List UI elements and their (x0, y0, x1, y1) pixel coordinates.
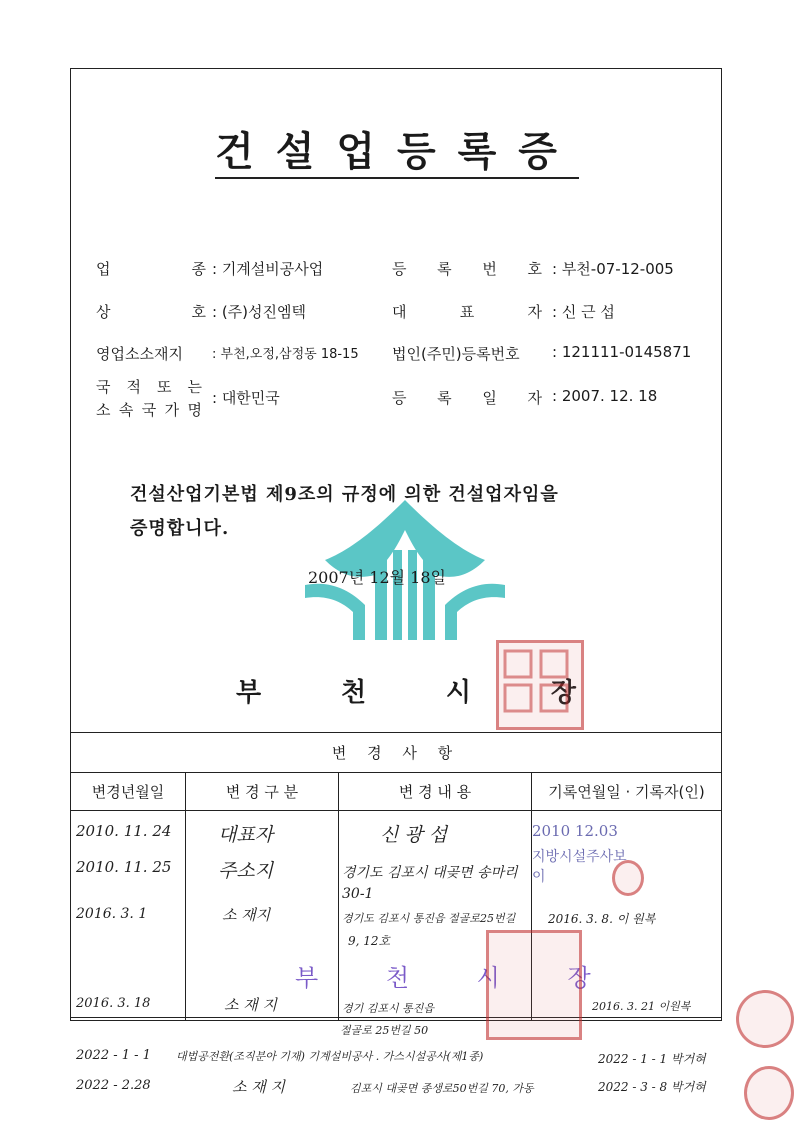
business-type-label: 업 종 (96, 260, 206, 278)
issuer-stamp-text: 부 천 시 장 (295, 964, 621, 992)
entry-2-record: 지방시설주사보 (532, 849, 627, 865)
document-title: 건설업등록증 (0, 120, 794, 177)
issuer-char: 부 (236, 678, 262, 708)
issuer-char: 장 (550, 678, 576, 708)
entry-2-date: 2010. 11. 25 (76, 858, 172, 876)
header-record: 기록연월일 · 기록자(인) (532, 773, 722, 811)
entry-3-record: 2016. 3. 8. 이 원복 (548, 912, 656, 926)
extra-1-content: 대법공전환(조직분아 기재) 기계설비공사 . 가스시설공사(제1종) (176, 1050, 484, 1063)
corp-no-label: 법인(주민)등록번호 (392, 345, 520, 363)
extra-2-content: 김포시 대곶면 종생로50번길 70, 가동 (350, 1082, 534, 1095)
entry-1-content: 신 광 섭 (380, 824, 448, 846)
record-seal-icon (612, 860, 644, 896)
certification-statement (130, 478, 559, 546)
entry-4-content-cont: 절골로 25번길 50 (340, 1024, 429, 1037)
extra-2-category: 소 재 지 (232, 1078, 286, 1096)
entry-4-record: 2016. 3. 21 이원복 (592, 1000, 691, 1013)
changes-section-title: 변 경 사 항 (71, 733, 722, 773)
nationality-label-1: 국 적 또 는 (96, 378, 202, 396)
entry-3-content-cont: 9, 12호 (348, 934, 391, 948)
address-value: : 부천,오정,삼정동 18-15 (212, 347, 359, 362)
entry-4-date: 2016. 3. 18 (76, 996, 151, 1011)
header-change-category: 변 경 구 분 (186, 773, 339, 811)
entry-3-content: 경기도 김포시 통진읍 절골로25번길 (342, 912, 516, 925)
reg-no-label: 등 록 번 호 (392, 260, 542, 278)
corner-seal-icon-2 (744, 1066, 794, 1120)
entry-3-category: 소 재지 (222, 906, 271, 924)
company-label: 상 호 (96, 303, 206, 321)
entry-1-date: 2010. 11. 24 (76, 822, 172, 840)
entry-2-content: 경기도 김포시 대곶면 송마리 (342, 865, 518, 881)
reg-date-value: : 2007. 12. 18 (552, 387, 658, 405)
entry-4-category: 소 재 지 (224, 996, 278, 1014)
header-change-content: 변 경 내 용 (339, 773, 532, 811)
reg-no-value: : 부천-07-12-005 (552, 260, 674, 278)
entry-2-record-cont: 이 (532, 869, 546, 885)
address-label: 영업소소재지 (96, 345, 183, 363)
statement-line-1: 건설산업기본법 제9조의 규정에 의한 건설업자임을 (130, 484, 559, 505)
entry-1-category: 대표자 (218, 824, 274, 846)
nationality-label-2: 소 속 국 가 명 (96, 401, 202, 419)
corp-no-value: : 121111-0145871 (552, 343, 692, 361)
header-change-date: 변경년월일 (71, 773, 186, 811)
rep-label: 대 표 자 (392, 303, 542, 321)
statement-line-2: 증명합니다. (130, 518, 230, 539)
official-seal-icon (496, 640, 584, 730)
company-value: : (주)성진엠텍 (212, 303, 306, 321)
reg-date-label: 등 록 일 자 (392, 389, 542, 407)
issuer-char: 시 (445, 678, 472, 708)
entry-3-date: 2016. 3. 1 (76, 906, 148, 922)
corner-seal-icon (736, 990, 794, 1048)
issuer-char: 천 (340, 678, 367, 708)
extra-2-record: 2022 - 3 - 8 박거혀 (598, 1080, 706, 1094)
change-seal-icon (486, 930, 582, 1040)
issue-date: 2007년 12월 18일 (308, 568, 446, 587)
nationality-value: : 대한민국 (212, 389, 280, 407)
entry-1-record: 2010 12.03 (532, 822, 618, 840)
extra-1-record: 2022 - 1 - 1 박거혀 (598, 1052, 706, 1066)
entry-4-content: 경기 김포시 통진읍 (342, 1002, 435, 1015)
extra-1-date: 2022 - 1 - 1 (76, 1048, 151, 1063)
entry-2-content-cont: 30-1 (342, 886, 374, 902)
rep-value: : 신 근 섭 (552, 303, 615, 321)
business-type-value: : 기계설비공사업 (212, 260, 324, 278)
entry-2-category: 주소지 (218, 860, 274, 882)
extra-2-date: 2022 - 2.28 (76, 1078, 151, 1093)
